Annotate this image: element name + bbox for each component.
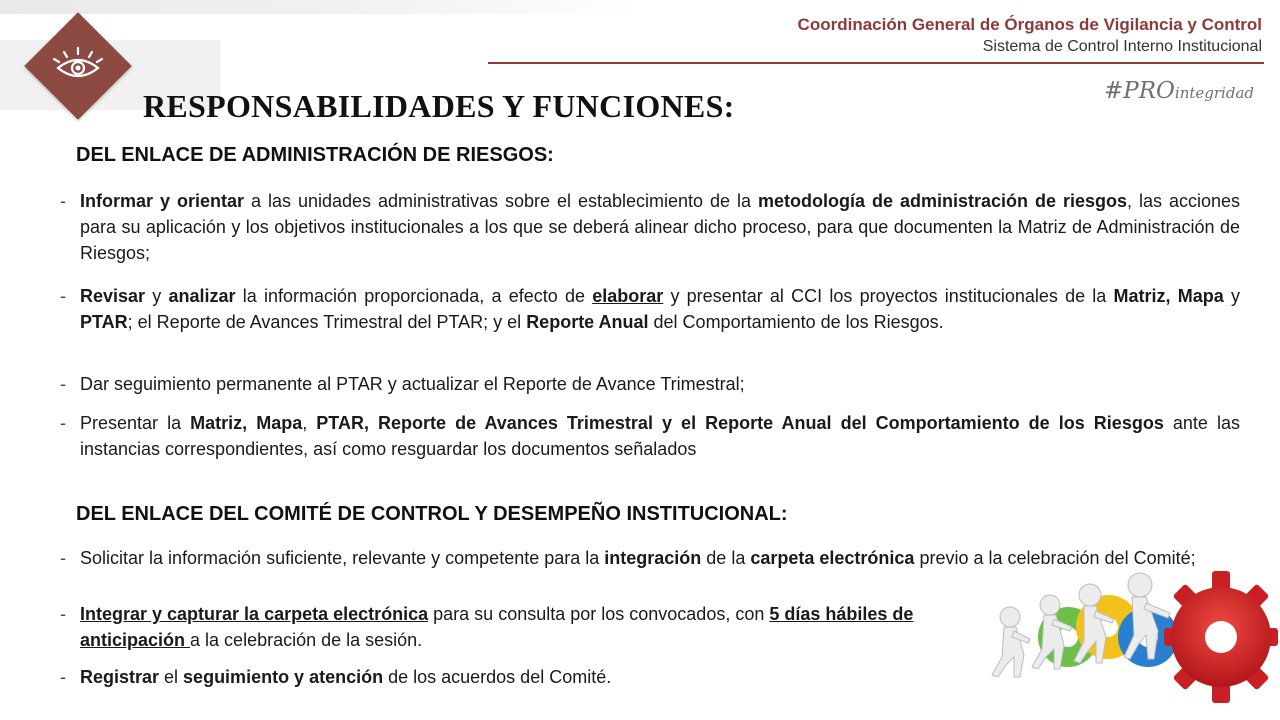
item-text — [80, 601, 995, 653]
text-segment: Integrar y capturar la carpeta electrónica — [80, 604, 429, 624]
list-item — [60, 283, 1240, 335]
text-segment: la información proporcionada, a efecto de — [235, 286, 593, 306]
text-segment: ; el Reporte de Avances Trimestral del PTAR; y el — [127, 312, 527, 332]
list-item — [60, 371, 1240, 397]
text-segment: previo a la celebración del Comité; — [914, 548, 1196, 568]
text-segment: PTAR — [80, 312, 128, 332]
text-segment: , las acciones para su aplicación y los objetivos institucionales a los que se deberá alinear dicho proceso, para que documenten la Matriz de Administración de Riesgos; — [80, 191, 1240, 263]
page-title: RESPONSABILIDADES Y FUNCIONES: — [143, 88, 735, 124]
section-heading-committee: DEL ENLACE DEL COMITÉ DE CONTROL Y DESEMPEÑO INSTITUCIONAL: — [76, 503, 788, 525]
text-segment: a las unidades administrativas sobre el establecimiento de la — [244, 191, 759, 211]
text-segment: elaborar — [592, 286, 664, 306]
bullet-dash: - — [60, 413, 66, 433]
slogan — [1104, 78, 1254, 104]
text-segment: a la celebración de la sesión. — [190, 630, 423, 650]
text-segment: Matriz, Mapa — [1113, 286, 1224, 306]
text-segment: carpeta electrónica — [750, 548, 915, 568]
slogan-tail: integridad — [1174, 84, 1254, 102]
bullet-dash: - — [60, 374, 66, 394]
text-segment: de la — [701, 548, 751, 568]
text-segment: ante las instancias correspondientes, así como resguardar los documentos señalados — [80, 413, 1240, 459]
text-segment: metodología de administración de riesgos — [758, 191, 1127, 211]
bullet-dash: - — [60, 191, 66, 211]
text-segment: PTAR, Reporte de Avances Trimestral y el Reporte Anual del Comportamiento de los Riesgos — [316, 413, 1164, 433]
text-segment: Reporte Anual — [526, 312, 649, 332]
text-segment: para su consulta por los convocados, con — [428, 604, 770, 624]
top-decoration — [0, 0, 640, 14]
item-text — [80, 371, 1240, 397]
eye-icon — [50, 46, 106, 90]
item-text — [80, 188, 1240, 266]
bullet-dash: - — [60, 548, 66, 568]
text-segment: Matriz, Mapa — [190, 413, 303, 433]
text-segment: y — [1223, 286, 1240, 306]
text-segment: de los acuerdos del Comité. — [383, 667, 612, 687]
text-segment: seguimiento y atención — [183, 667, 384, 687]
list-item — [60, 188, 1240, 266]
slogan-main: #PRO — [1103, 78, 1175, 104]
item-text — [80, 283, 1240, 335]
gear-red-icon — [1164, 571, 1278, 703]
bullet-dash: - — [60, 667, 66, 687]
text-segment: del Comportamiento de los Riesgos. — [648, 312, 944, 332]
text-segment: 5 días hábiles de anticipación — [80, 604, 914, 650]
text-segment: Informar y orientar — [80, 191, 244, 211]
text-segment: Presentar la — [80, 413, 191, 433]
text-segment: Registrar — [80, 667, 160, 687]
text-segment: Solicitar la información suficiente, relevante y competente para la — [80, 548, 605, 568]
text-segment: y presentar al CCI los proyectos institucionales de la — [663, 286, 1114, 306]
text-segment: , — [302, 413, 317, 433]
bullet-dash: - — [60, 286, 66, 306]
item-text — [80, 410, 1240, 462]
organization-subtitle: Sistema de Control Interno Institucional — [982, 38, 1262, 55]
text-segment: y — [145, 286, 169, 306]
text-segment: analizar — [168, 286, 236, 306]
header-organization — [798, 14, 1262, 58]
organization-title: Coordinación General de Órganos de Vigilancia y Control — [797, 15, 1262, 34]
header-divider — [488, 62, 1264, 64]
text-segment: el — [159, 667, 184, 687]
list-item — [60, 601, 995, 653]
section-heading-risk: DEL ENLACE DE ADMINISTRACIÓN DE RIESGOS: — [76, 144, 554, 166]
teamwork-gears-illustration — [980, 565, 1280, 720]
text-segment: Revisar — [80, 286, 146, 306]
text-segment: integración — [604, 548, 702, 568]
text-segment: Dar seguimiento permanente al PTAR y actualizar el Reporte de Avance Trimestral; — [80, 374, 745, 394]
list-item — [60, 410, 1240, 462]
bullet-dash: - — [60, 604, 66, 624]
figure-1-icon — [992, 607, 1030, 677]
